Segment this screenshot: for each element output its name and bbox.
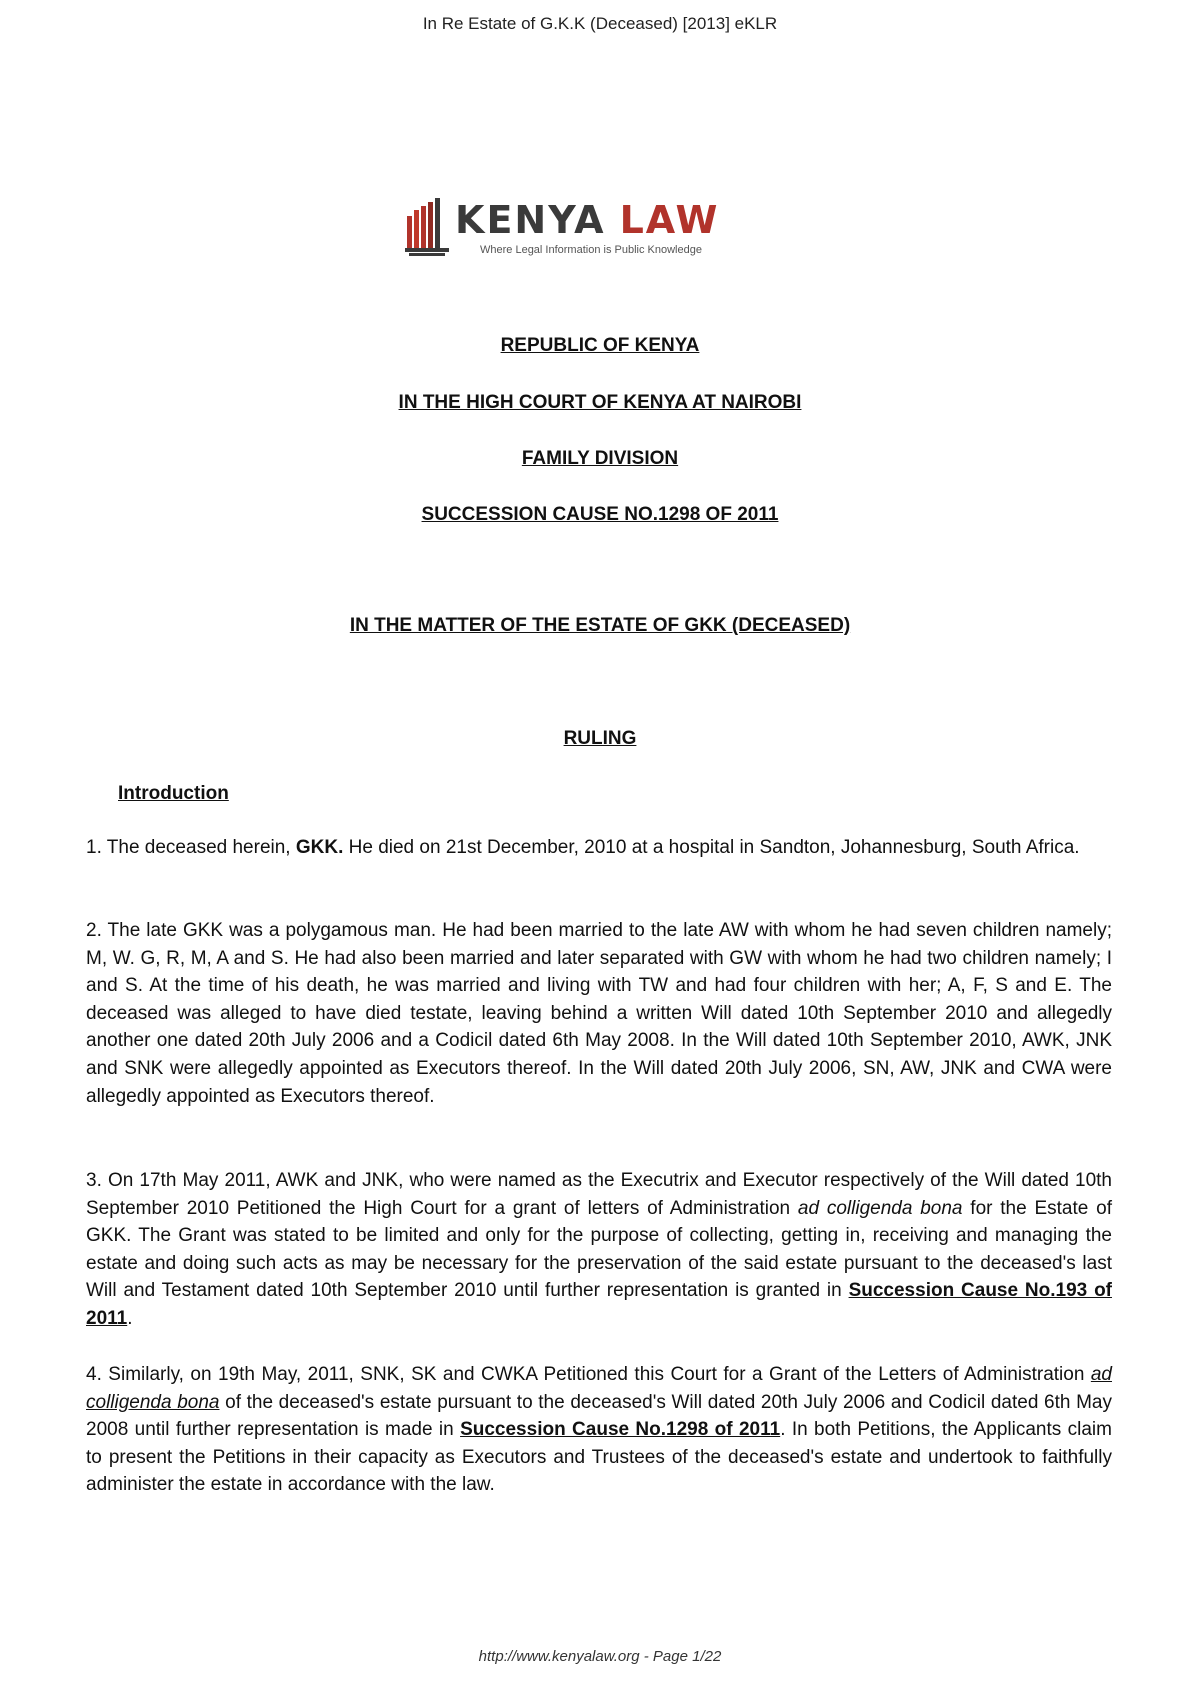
paragraph-4-text-cont: of the deceased's estate pursuant to the deceased's Will dated 20th July 2006 and Codicil dated 6th May 2008 until further representation is made in: [86, 1391, 1112, 1441]
logo-wordmark: [455, 198, 719, 242]
ruling-heading: RULING: [563, 728, 637, 749]
paragraph-3: [86, 1167, 1112, 1333]
paragraph-1: [86, 834, 1112, 862]
paragraph-4-text: 4. Similarly, on 19th May, 2011, SNK, SK and CWKA Petitioned this Court for a Grant of the Letters of Administration: [86, 1364, 1091, 1385]
logo-tagline: Where Legal Information is Public Knowledge: [480, 244, 702, 256]
paragraph-4: [86, 1361, 1112, 1499]
paragraph-1-text: 1. The deceased herein,: [86, 837, 296, 858]
latin-term: ad colligenda bona: [797, 1197, 963, 1219]
latin-term: ad colligenda bona: [86, 1364, 1112, 1413]
paragraph-3-text: 3. On 17th May 2011, AWK and JNK, who were named as the Executrix and Executor respectively of the Will dated 10th September 2010 Petitioned the High Court for a grant of letters of Administration: [86, 1170, 1112, 1219]
paragraph-2: 2. The late GKK was a polygamous man. He had been married to the late AW with whom he had seven children namely; M, W. G, R, M, A and S. He had also been married and later separated with GW with whom he had two children namely; I and S. At the time of his death, he was married and living with TW and had four children with her; A, F, S and E. The deceased was alleged to have died testate, leaving behind a written Will dated 10th September 2010 and allegedly another one dated 20th July 2006 and a Codicil dated 6th May 2008. In the Will dated 10th September 2010, AWK, JNK and SNK were allegedly appointed as Executors thereof. In the Will dated 20th July 2006, SN, AW, JNK and CWA were allegedly appointed as Executors thereof.: [86, 920, 1112, 1107]
matter-heading: IN THE MATTER OF THE ESTATE OF GKK (DECEASED): [349, 615, 851, 636]
paragraph-3-end: .: [127, 1307, 133, 1329]
logo-word-law: LAW: [619, 198, 720, 242]
case-reference-link[interactable]: Succession Cause No.193 of 2011: [86, 1280, 1112, 1329]
page-footer: http://www.kenyalaw.org - Page 1/22: [478, 1648, 722, 1665]
paragraph-3-text-cont: for the Estate of GKK. The Grant was stated to be limited and only for the purpose of collecting, getting in, receiving and managing the estate and doing such acts as may be necessary for the preservation of the said estate pursuant to the deceased's last Will and Testament dated 10th September 2010 until further representation is granted in: [86, 1197, 1112, 1302]
deceased-name: GKK.: [295, 837, 344, 858]
court-heading: IN THE HIGH COURT OF KENYA AT NAIROBI: [398, 392, 802, 413]
case-reference-link[interactable]: Succession Cause No.1298 of 2011: [460, 1419, 781, 1441]
paragraph-1-text-cont: He died on 21st December, 2010 at a hospital in Sandton, Johannesburg, South Africa.: [343, 837, 1080, 858]
kenya-law-logo: [405, 198, 735, 264]
republic-heading: REPUBLIC OF KENYA: [500, 335, 700, 356]
page-header-citation: In Re Estate of G.K.K (Deceased) [2013] eKLR: [422, 14, 778, 33]
kenya-law-emblem-icon: [405, 198, 453, 258]
logo-word-kenya: KENYA: [455, 198, 606, 242]
cause-heading: SUCCESSION CAUSE NO.1298 OF 2011: [421, 504, 779, 525]
paragraph-4-text-end: . In both Petitions, the Applicants claim to present the Petitions in their capacity as Executors and Trustees of the deceased's estate and undertook to faithfully administer the estate in accordance with the law.: [86, 1419, 1112, 1496]
introduction-heading: Introduction: [118, 783, 229, 804]
division-heading: FAMILY DIVISION: [521, 448, 679, 469]
